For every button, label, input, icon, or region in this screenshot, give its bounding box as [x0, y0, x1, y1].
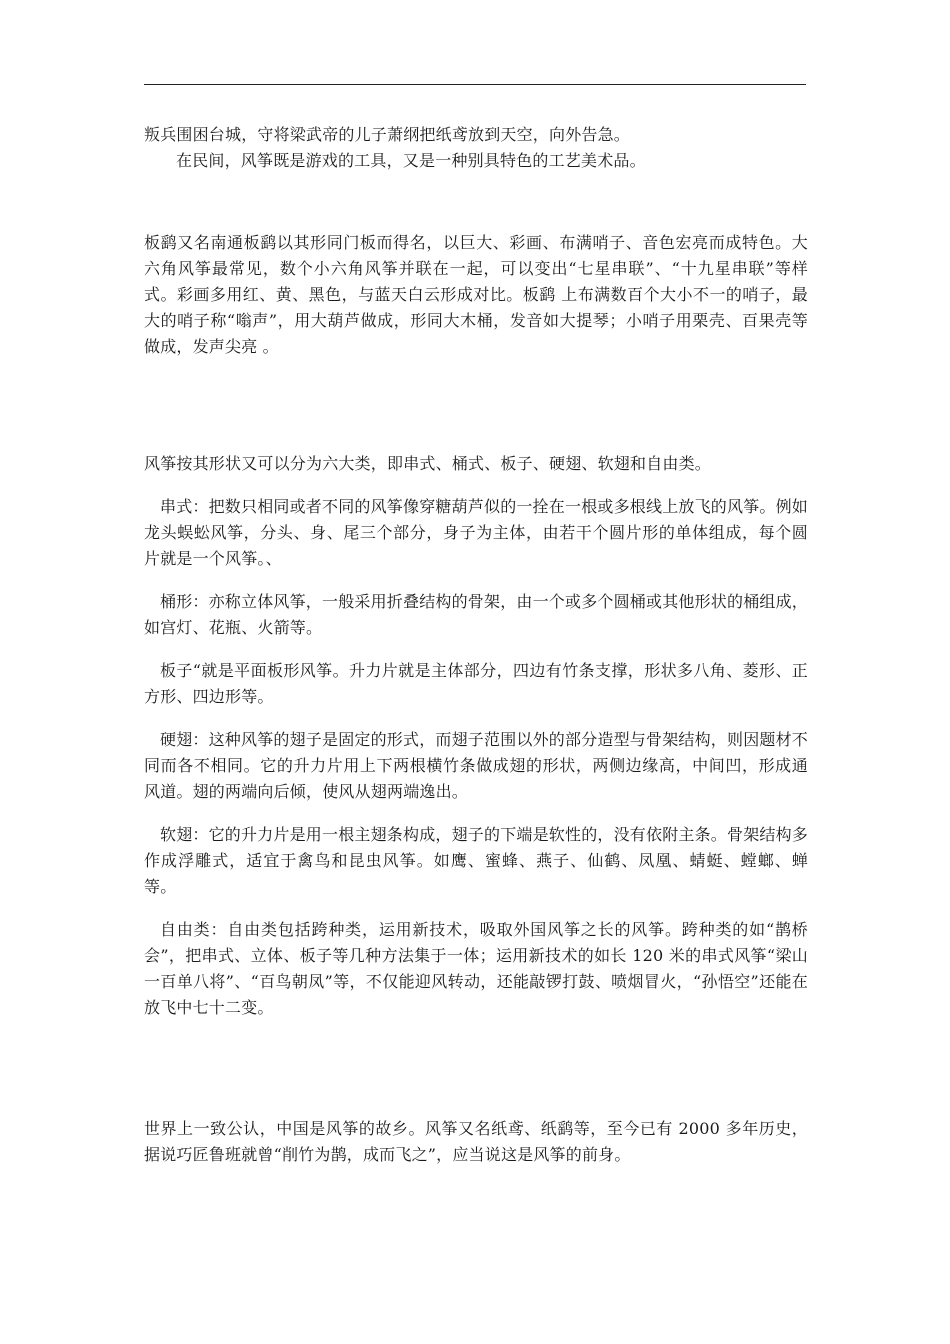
spacer [144, 360, 808, 451]
paragraph-yingchi: 硬翅：这种风筝的翅子是固定的形式，而翅子范围以外的部分造型与骨架结构，则因题材不同而各不相同。它的升力片用上下两根横竹条做成翅的形状，两侧边缘高，中间凹，形成通风道。翅的两端向后倾，使风从翅两端逸出。 [144, 730, 809, 801]
spacer [144, 174, 808, 230]
paragraph-hometown-of-kites: 世界上一致公认，中国是风筝的故乡。风筝又名纸鸢、纸鹞等，至今已有 2000 多年历史，据说巧匠鲁班就曾“削竹为鹊，成而飞之”，应当说这是风筝的前身。 [144, 1119, 808, 1164]
paragraph-six-categories: 风筝按其形状又可以分为六大类，即串式、桶式、板子、硬翅、软翅和自由类。 [144, 454, 712, 473]
paragraph-banzi: 板子“就是平面板形风筝。升力片就是主体部分，四边有竹条支撑，形状多八角、菱形、正方形、四边形等。 [144, 661, 808, 706]
paragraph-banyao: 板鹞又名南通板鹞以其形同门板而得名，以巨大、彩画、布满哨子、音色宏亮而成特色。大六角风筝最常见，数个小六角风筝并联在一起，可以变出“七星串联”、“十九星串联”等样式。彩画多用红、黄、黑色，与蓝天白云形成对比。板鹞 上布满数百个大小不一的哨子，最大的哨子称“嗡声”，用大葫芦做成，形同大木桶，发音如大提琴；小哨子用栗壳、百果壳等做成，发声尖亮 。 [144, 233, 808, 356]
paragraph-siege: 叛兵围困台城，守将梁武帝的儿子萧纲把纸鸢放到天空，向外告急。 [144, 125, 631, 144]
spacer [144, 641, 808, 658]
spacer [144, 572, 808, 589]
spacer [144, 1021, 808, 1116]
document-body [144, 122, 808, 1168]
header-rule [144, 84, 806, 85]
paragraph-folk-art: 在民间，风筝既是游戏的工具，又是一种别具特色的工艺美术品。 [176, 151, 646, 170]
paragraph-tongxing: 桶形：亦称立体风筝，一般采用折叠结构的骨架，由一个或多个圆桶或其他形状的桶组成，如宫灯、花瓶、火箭等。 [144, 592, 809, 637]
paragraph-ziyoulei: 自由类：自由类包括跨种类，运用新技术，吸取外国风筝之长的风筝。跨种类的如“鹊桥会”，把串式、立体、板子等几种方法集于一体；运用新技术的如长 120 米的串式风筝“梁山一百单八将”、“百鸟朝凤”等，不仅能迎风转动，还能敲锣打鼓、喷烟冒火，“孙悟空”还能在放飞中七十二变。 [144, 920, 808, 1017]
spacer [144, 805, 808, 822]
spacer [144, 710, 808, 727]
spacer [144, 900, 808, 917]
paragraph-ruanchi: 软翅：它的升力片是用一根主翅条构成，翅子的下端是软性的，没有依附主条。骨架结构多作成浮雕式，适宜于禽鸟和昆虫风筝。如鹰、蜜蜂、燕子、仙鹤、凤凰、蜻蜓、螳螂、蝉等。 [144, 825, 809, 896]
spacer [144, 477, 808, 494]
paragraph-chuanshi: 串式：把数只相同或者不同的风筝像穿糖葫芦似的一拴在一根或多根线上放飞的风筝。例如龙头蜈蚣风筝，分头、身、尾三个部分，身子为主体，由若干个圆片形的单体组成，每个圆片就是一个风筝。、 [144, 497, 809, 568]
